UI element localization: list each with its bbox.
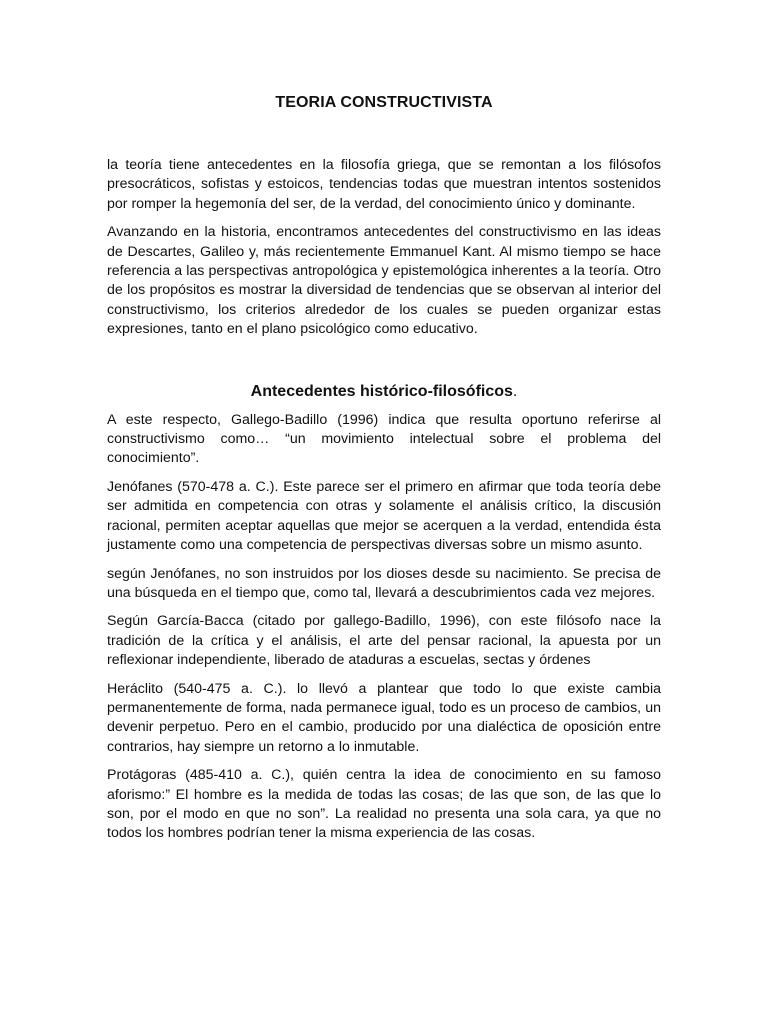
- section-heading-period: .: [512, 382, 518, 400]
- document-page: [107, 0, 661, 844]
- intro-paragraph-1: la teoría tiene antecedentes en la filosofía griega, que se remontan a los filósofos presocráticos, sofistas y estoicos, tendencias todas que muestran intentos sostenidos por romper la hegemonía del ser, de la verdad, del conocimiento único y dominante.: [107, 157, 661, 212]
- section-heading: [107, 382, 661, 402]
- section-paragraph-4: Según García-Bacca (citado por gallego-Badillo, 1996), con este filósofo nace la tradición de la crítica y el análisis, el arte del pensar racional, la apuesta por un reflexionar independiente, liberado de ataduras a escuelas, sectas y órdenes: [107, 613, 661, 669]
- intro-paragraph-2: Avanzando en la historia, encontramos antecedentes del constructivismo en las ideas de Descartes, Galileo y, más recientemente Emmanuel Kant. Al mismo tiempo se hace referencia a las perspectivas antropológica y epistemológica inherentes a la teoría. Otro de los propósitos es mostrar la diversidad de tendencias que se observan al interior del constructivismo, los criterios alrededor de los cuales se pueden organizar estas expresiones, tanto en el plano psicológico como educativo.: [107, 224, 661, 338]
- section-paragraph-1: A este respecto, Gallego-Badillo (1996) indica que resulta oportuno referirse al constructivismo como… “un movimiento intelectual sobre el problema del conocimiento”.: [107, 411, 661, 467]
- section-paragraph-2: Jenófanes (570-478 a. C.). Este parece ser el primero en afirmar que toda teoría debe ser admitida en competencia con otras y solamente el análisis crítico, la discusión racional, permiten aceptar aquellas que mejor se acerquen a la verdad, entendida ésta justamente como una competencia de perspectivas diversas sobre un mismo asunto.: [107, 478, 661, 554]
- section-paragraph-5: Heráclito (540-475 a. C.). lo llevó a plantear que todo lo que existe cambia permanentemente de forma, nada permanece igual, todo es un proceso de cambios, un devenir perpetuo. Pero en el cambio, producido por una dialéctica de oposición entre contrarios, hay siempre un retorno a lo inmutable.: [107, 680, 661, 755]
- document-title: TEORIA CONSTRUCTIVISTA: [275, 94, 493, 111]
- section-paragraph-3: según Jenófanes, no son instruidos por los dioses desde su nacimiento. Se precisa de una búsqueda en el tiempo que, como tal, llevará a descubrimientos cada vez mejores.: [107, 565, 661, 601]
- section-paragraph-6: Protágoras (485-410 a. C.), quién centra la idea de conocimiento en su famoso aforismo:” El hombre es la medida de todas las cosas; de las que son, de las que lo son, por el modo en que no son”. La realidad no presenta una sola cara, ya que no todos los hombres podrían tener la misma experiencia de las cosas.: [107, 767, 661, 842]
- section-heading-text: Antecedentes histórico-filosóficos: [250, 382, 513, 400]
